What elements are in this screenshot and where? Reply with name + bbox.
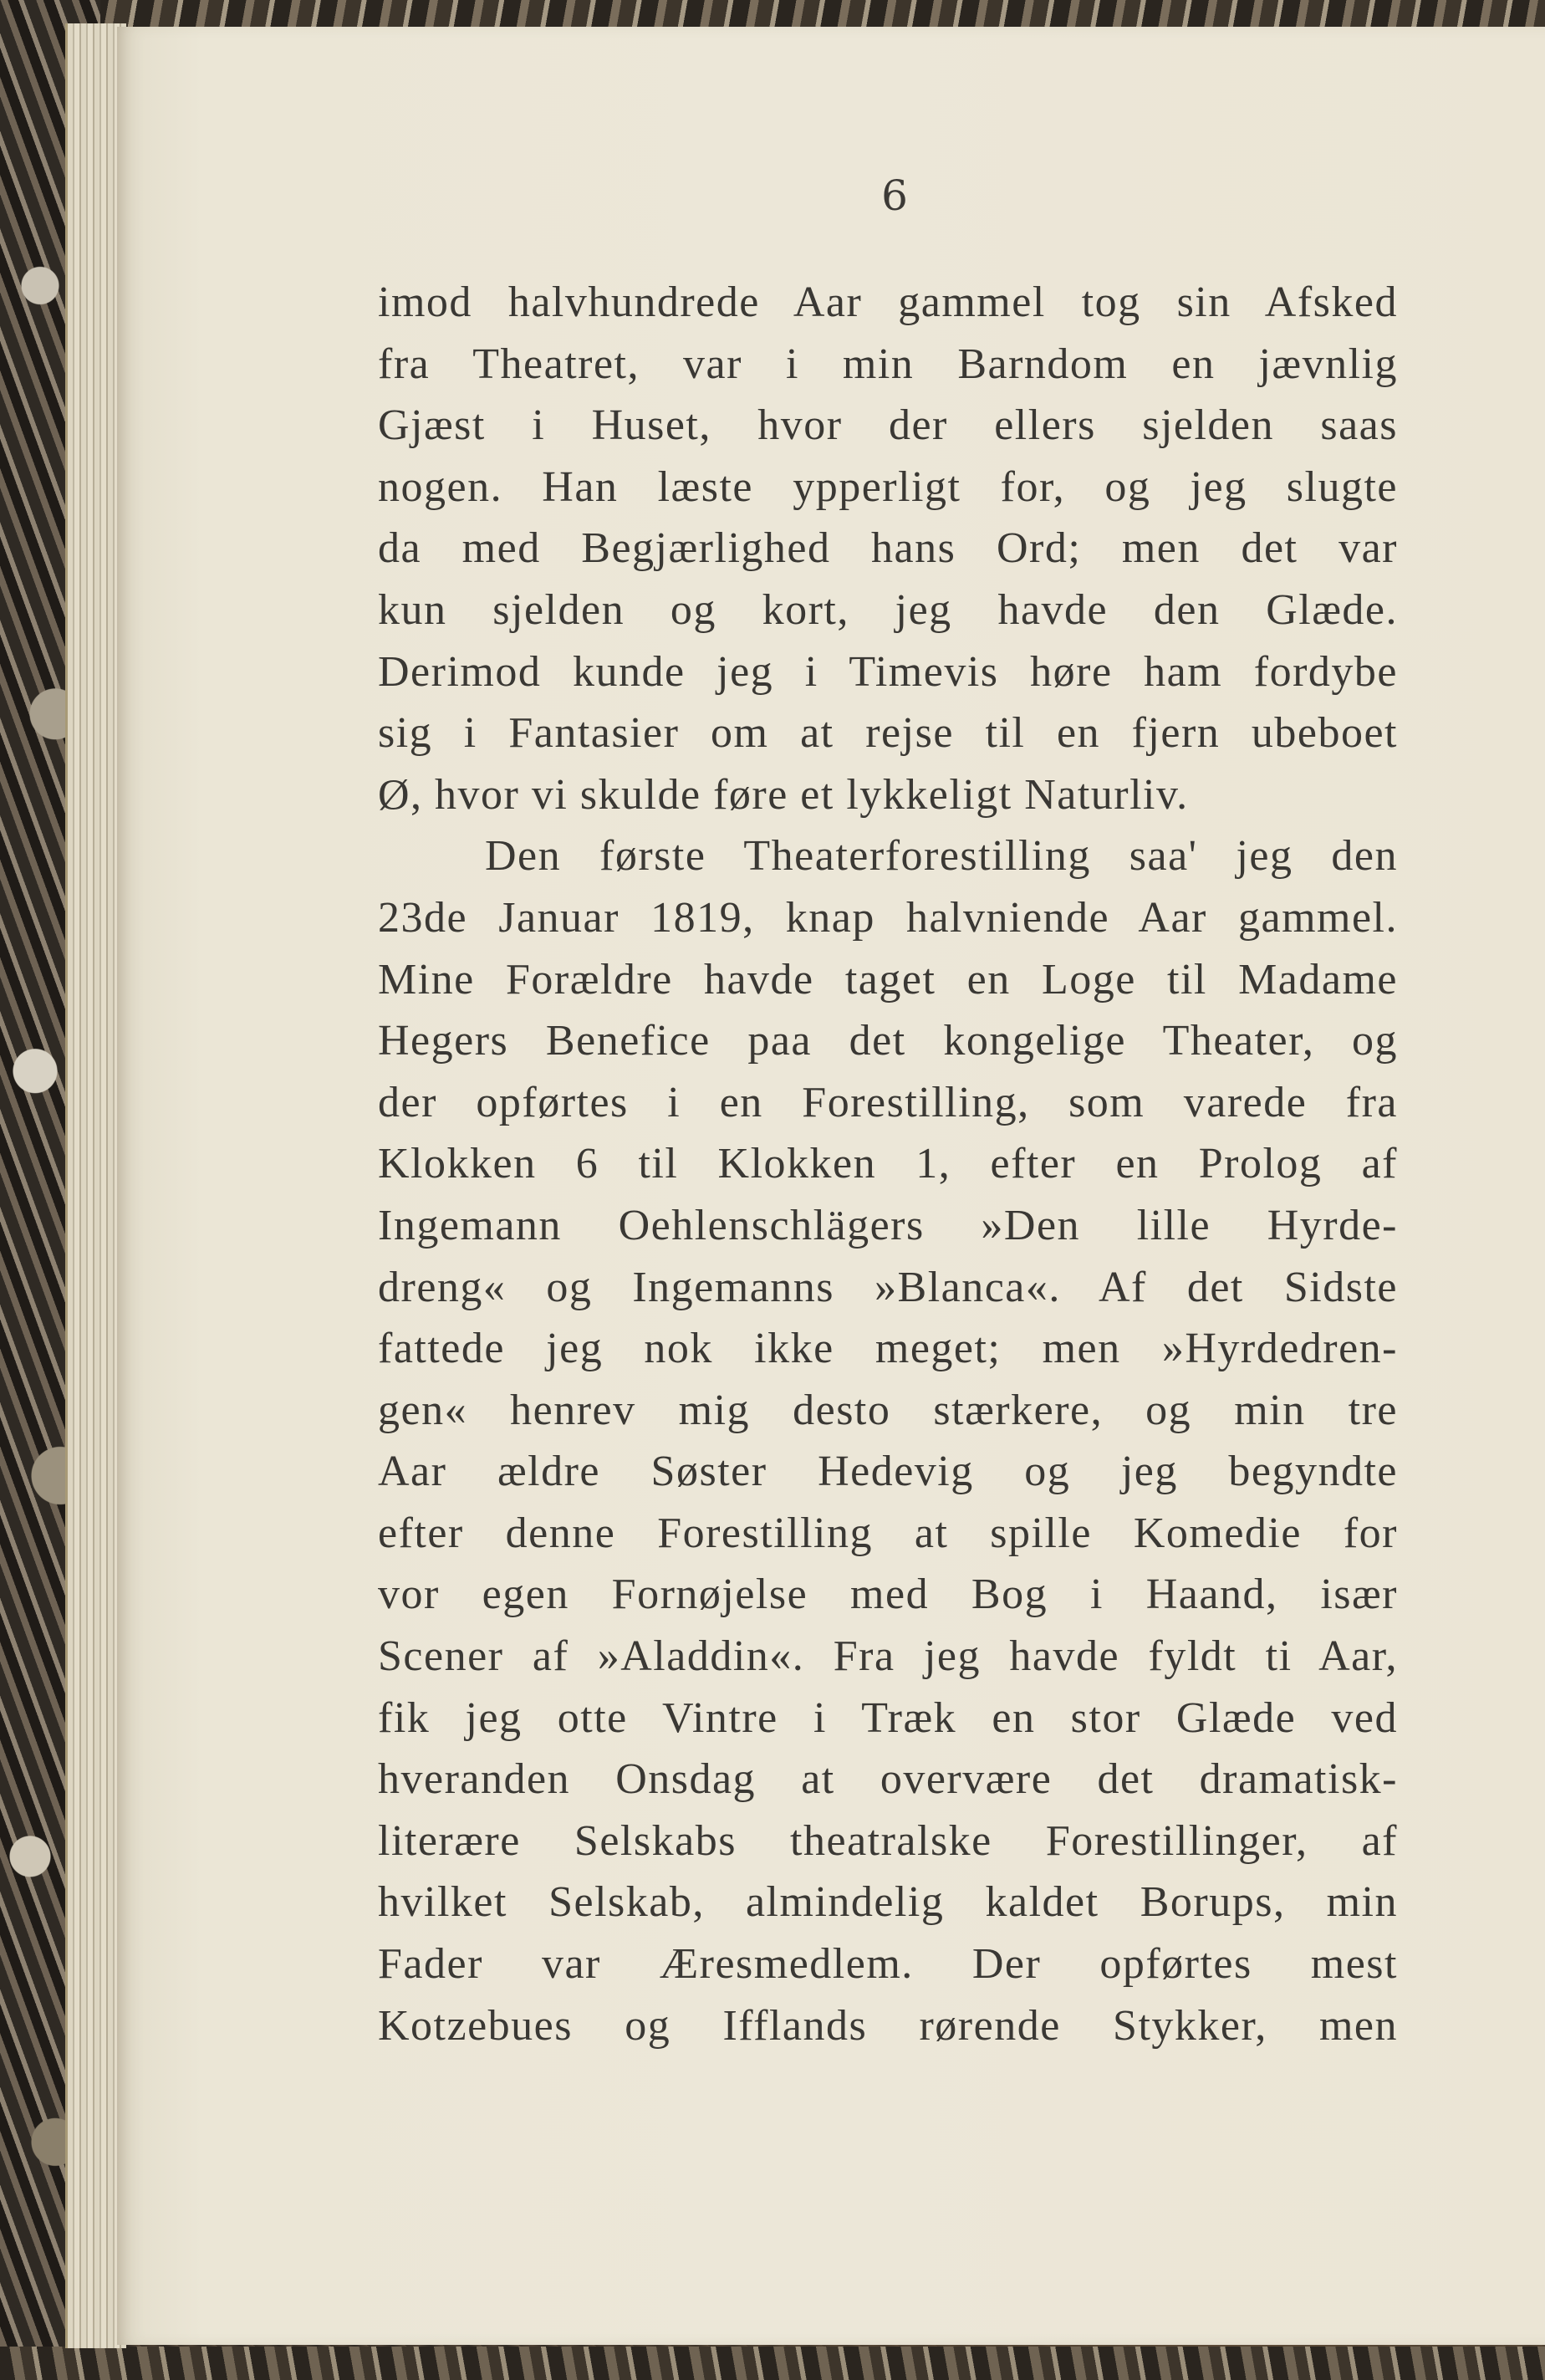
text-line: hvilket Selskab, almindelig kaldet Borups, min — [378, 1878, 1398, 1927]
cover-board-bottom — [0, 2347, 1545, 2380]
text-line: gen« henrev mig desto stærkere, og min tre — [378, 1386, 1398, 1434]
text-line: Hegers Benefice paa det kongelige Theater, og — [378, 1017, 1398, 1065]
text-line: Ingemann Oehlenschlägers »Den lille Hyrde- — [378, 1201, 1398, 1249]
text-line: Klokken 6 til Klokken 1, efter en Prolog af — [378, 1140, 1398, 1188]
text-line: imod halvhundrede Aar gammel tog sin Afsked — [378, 278, 1398, 326]
text-line: Gjæst i Huset, hvor der ellers sjelden saas — [378, 401, 1398, 450]
text-line: hveranden Onsdag at overvære det dramatisk- — [378, 1755, 1398, 1804]
text-line: kun sjelden og kort, jeg havde den Glæde. — [378, 585, 1398, 634]
page-number: 6 — [881, 171, 908, 220]
text-line: Den første Theaterforestilling saa' jeg den — [485, 832, 1398, 881]
text-line: Derimod kunde jeg i Timevis høre ham fordybe — [378, 647, 1398, 696]
text-line: Mine Forældre havde taget en Loge til Madame — [378, 955, 1398, 1004]
text-line: dreng« og Ingemanns »Blanca«. Af det Sidste — [378, 1263, 1398, 1311]
text-line: vor egen Fornøjelse med Bog i Haand, især — [378, 1570, 1398, 1619]
text-line: efter denne Forestilling at spille Komedie for — [378, 1509, 1398, 1557]
text-line: fattede jeg nok ikke meget; men »Hyrdedren- — [378, 1325, 1398, 1373]
text-line: Aar ældre Søster Hedevig og jeg begyndte — [378, 1448, 1398, 1496]
text-line: fik jeg otte Vintre i Træk en stor Glæde ved — [378, 1693, 1398, 1742]
text-line: sig i Fantasier om at rejse til en fjern ubeboet — [378, 709, 1398, 758]
text-line: fra Theatret, var i min Barndom en jævnlig — [378, 340, 1398, 388]
text-line: Kotzebues og Ifflands rørende Stykker, men — [378, 2001, 1398, 2050]
text-line: 23de Januar 1819, knap halvniende Aar gammel. — [378, 893, 1398, 942]
body-text — [378, 272, 1398, 2056]
text-line: Fader var Æresmedlem. Der opførtes mest — [378, 1940, 1398, 1989]
text-line: nogen. Han læste ypperligt for, og jeg slugte — [378, 462, 1398, 511]
text-line: Ø, hvor vi skulde føre et lykkeligt Naturliv. — [378, 770, 1189, 819]
text-line: der opførtes i en Forestilling, som varede fra — [378, 1078, 1398, 1126]
text-line: Scener af »Aladdin«. Fra jeg havde fyldt ti Aar, — [378, 1632, 1398, 1681]
text-line: da med Begjærlighed hans Ord; men det var — [378, 524, 1398, 573]
text-line: literære Selskabs theatralske Forestillinger, af — [378, 1816, 1398, 1865]
